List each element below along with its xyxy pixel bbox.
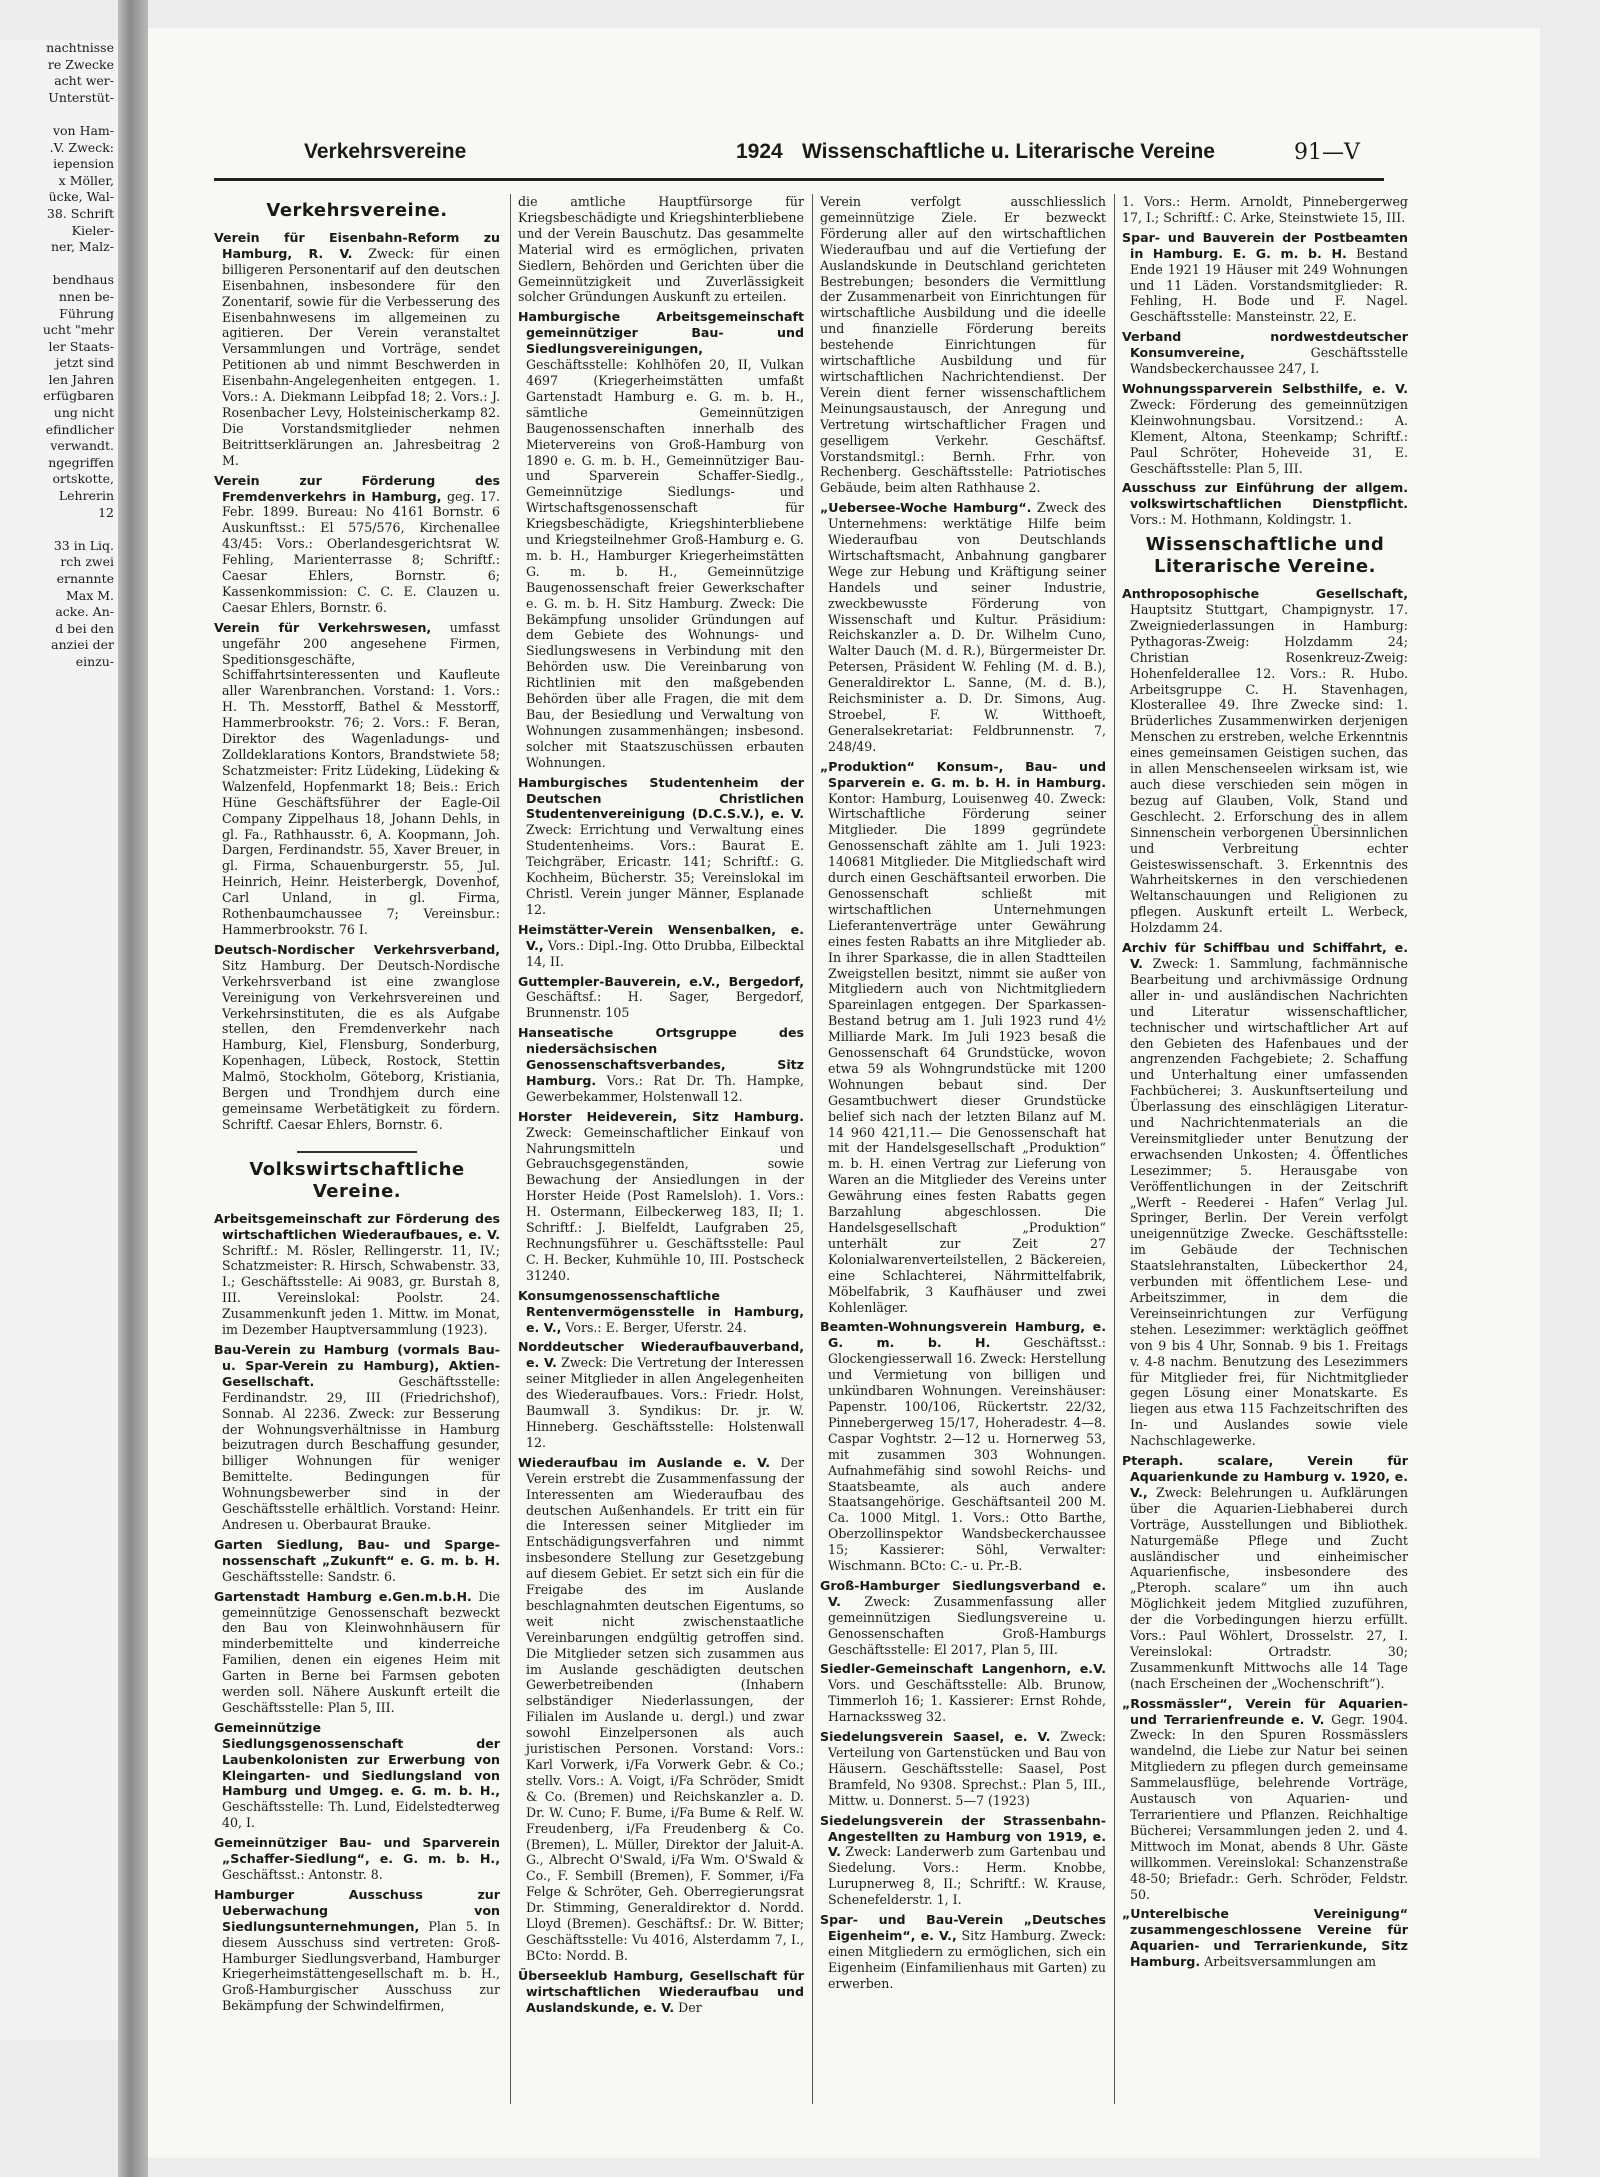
entry-text: Geschäftsst.: Antonstr. 8. (222, 1867, 383, 1882)
entry-text: umfasst ungefähr 200 angesehene Firmen, Speditionsgeschäfte, Schiffahrtsinteressenten und Kaufleute aller Warenbranchen. Vorstand: 1. Vors.: H. Th. Messtorff, Bathel & Messtorff, Hammerbrookstr. 76; 2. Vors.: F. Beran, Direktor des Wagenladungs- und Zolldeklarations Kontors, Brandstwiete 58; Schatzmeister: Fritz Lüdeking, Lüdeking & Walzenfeld, Hopfenmarkt 18; Beis.: Erich Hüne Geschäftsführer der Eagle-Oil Company Zippelhaus 18, Johann Dehls, in gl. Fa., Rathhausstr. 6, A. Koopmann, Joh. Dargen, Ferdinandstr. 55, Xaver Breuer, in gl. Firma, Schauenburgerstr. 55, Jul. Heinrich, Heinr. Heisterbergk, Dovenhof, Carl Unland, in gl. Firma, Rothenbaumchaussee 7; Vereinsbur.: Hammerbrookstr. 76 I. (222, 619, 500, 937)
previous-page-line: acke. An- (55, 604, 114, 620)
directory-entry (820, 759, 1106, 1316)
previous-page-line: d bei den (55, 620, 114, 636)
column-divider (1114, 194, 1115, 2104)
entry-name: Pteraph. scalare, Verein für Aquarienkunde zu Hamburg v. 1920, e. V., (1122, 1453, 1408, 1500)
directory-entry (214, 230, 500, 469)
entry-text: Vors.: Dipl.-Ing. Otto Drubba, Eilbecktal 14, II. (526, 937, 804, 969)
entry-text: Plan 5. In diesem Ausschuss sind vertreten: Groß-Hamburger Siedlungsverband, Hamburger Kriegerheimstättengesellschaft m. b. H., Groß-Hamburgischer Ausschuss zur Bekämpfung der Schwindelfirmen, (222, 1918, 500, 2014)
directory-entry (820, 1319, 1106, 1574)
directory-page (148, 28, 1540, 2158)
directory-entry (1122, 940, 1408, 1449)
entry-text: Geschäftsstelle: Ferdinandstr. 29, III (Friedrichshof), Sonnab. Al 2236. Zweck: zur Besserung der Wohnungsverhältnisse in Hamburg beizutragen durch Beschaffung gesunder, billiger Wohnungen für weniger Bemittelte. Bedingungen für Wohnungsbewerber sind in der Geschäftsstelle erhältlich. Vorstand: Heinr. Andresen u. Oberbaurat Brauke. (222, 1373, 500, 1532)
previous-page-line: acht wer- (54, 73, 114, 89)
entry-name: Siedler-Gemeinschaft Langenhorn, e.V. (820, 1661, 1106, 1677)
entry-name: Konsumgenossenschaftliche Rentenvermögensstelle in Hamburg, e. V., (518, 1287, 804, 1335)
column-divider (812, 194, 813, 2104)
column-4 (1122, 194, 1408, 2124)
directory-entry (214, 1537, 500, 1585)
section-divider (297, 1151, 417, 1153)
entry-text: Geschäftsstelle Wandsbeckerchaussee 247, I. (1130, 345, 1408, 377)
entry-name: Überseeklub Hamburg, Gesellschaft für wirtschaftlichen Wiederaufbau und Auslandskunde, e. V. (518, 1967, 804, 2015)
previous-page-line: iepension (53, 156, 114, 172)
directory-entry (214, 1720, 500, 1831)
previous-page-line: ortskotte, (52, 471, 114, 487)
entry-name: Anthroposophische Gesellschaft, (1122, 586, 1408, 602)
directory-entry (214, 1589, 500, 1716)
entry-text: Der Verein erstrebt die Zusammenfassung der Interessenten am Wiederaufbau des deutschen Außenhandels. Er tritt ein für die Interessen seiner Mitglieder im Entschädigungsverfahren und nimmt insbesondere Stellung zur Gesetzgebung auf diesem Gebiet. Er setzt sich ein für die Freigabe des im Auslande beschlagnahmten deutschen Eigentums, so weit nicht zwischenstaatliche Vereinbarungen endgültig getroffen sind. Die Mitglieder setzen sich zusammen aus im Auslande geschädigten deutschen Gewerbetreibenden (Inhabern selbständiger Niederlassungen, der Filialen im Auslande u. dergl.) und zwar sowohl Einzelpersonen als auch juristischen Personen. Vorstand: Vors.: Karl Vorwerk, i/Fa Vorwerk Gebr. & Co.; stellv. Vors.: A. Voigt, i/Fa Schröder, Smidt & Co. (Bremen) und Reichskanzler a. D. Dr. W. Cuno; F. Bume, i/Fa Bume & Relf. W. Freudenberg, i/Fa Freudenberg & Co. (Bremen), L. Müller, Direktor der Jaluit-A. G., Albrecht O'Swald, i/Fa Wm. O'Swald & Co., F. Sembill (Bremen), F. Sommer, i/Fa Felge & Schröter, Geh. Oberregierungsrat Dr. Stimming, Generaldirektor d. Nordd. Lloyd (Bremen). Geschäftsf.: Dr. W. Bitter; Geschäftsstelle: Vu 4016, Alsterdamm 7, I., BCto: Nordd. B. (526, 1454, 804, 1963)
previous-page-line (0, 256, 118, 273)
previous-page-line: anziei der (51, 637, 114, 653)
entry-name: Norddeutscher Wiederaufbauverband, e. V. (518, 1339, 804, 1371)
directory-entry (518, 1109, 804, 1284)
entry-name: „Produktion“ Konsum-, Bau- und Sparverein e. G. m. b. H. in Hamburg. (820, 758, 1106, 790)
directory-entry (518, 1968, 804, 2016)
entry-text: Zweck des Unternehmens: werktätige Hilfe beim Wiederaufbau von Deutschlands Wirtschaftsmacht, Anbahnung gangbarer Wege zur Hebung und Kräftigung seiner Handels und seiner Industrie, zweckbewusste Förderung von Wissenschaft und Kultur. Präsidium: Reichskanzler a. D. Dr. Wilhelm Cuno, Walter Dauch (M. d. R.), Bürgermeister Dr. Petersen, Präsident W. Fehling (M. d. B.), Generaldirektor L. Sanne, (M. d. B.), Reichsminister a. D. Dr. Simons, Aug. Stroebel, F. W. Witthoeft, Generalsekretariat: Feldbrunnenstr. 7, 248/49. (828, 500, 1106, 754)
previous-page-line: 38. Schrift (46, 205, 114, 221)
entry-name: Beamten-Wohnungsverein Hamburg, e. G. m. b. H. (820, 1319, 1106, 1351)
entry-text: Zweck: Förderung des gemeinnützigen Kleinwohnungsbau. Vorsitzend.: A. Klement, Altona, Steenkamp; Schriftf.: Paul Schröter, Hoheveide 31, E. Geschäftsstelle: Plan 5, III. (1130, 396, 1408, 476)
entry-text: Die gemeinnützige Genossenschaft bezweckt den Bau von Kleinwohnhäusern für minderbemittelte und kinderreiche Familien, denen ein eigenes Heim mit Garten in Berne bei Farmsen geboten werden soll. Nähere Auskunft erteilt die Geschäftsstelle: Plan 5, III. (222, 1588, 500, 1715)
entry-name: Verein für Verkehrswesen, (214, 619, 432, 635)
previous-page-line: Kieler- (71, 222, 114, 238)
directory-entry (1122, 480, 1408, 528)
previous-page-line: Max M. (65, 587, 114, 603)
page-number: 91—V (1294, 140, 1360, 165)
entry-text: Geschäftsstelle: Sandstr. 6. (222, 1568, 397, 1584)
previous-page-line: 12 (98, 504, 114, 520)
entry-name: Archiv für Schiffbau und Schiffahrt, e. V. (1122, 940, 1408, 971)
entry-text: Zweck: Gemeinschaftlicher Einkauf von Nahrungsmitteln und Gebrauchsgegenständen, sowie Bewachung der Ansiedlungen in der Horster Heide (Post Ramelsloh). 1. Vors.: H. Ostermann, Eilbeckerweg 183, II; 1. Schriftf.: J. Bielfeldt, Laufgraben 25, Rechnungsführer u. Geschäftsstelle: Paul C. H. Becker, Kuhmühle 10, III. Postscheck 31240. (526, 1124, 804, 1283)
previous-page-line: nnen be- (58, 288, 114, 304)
entry-text: Zweck: 1. Sammlung, fachmännische Bearbeitung und archivmässige Ordnung aller in- und ausländischen Nachrichten und Literatur wissenschaftlicher, technischer und wirtschaftlicher Art auf den Gebieten des Hafenbaues und der angrenzenden Fachgebiete; 2. Schaffung und Unterhaltung einer umfassenden Fachbücherei; 3. Auskunftserteilung und Überlassung des einschlägigen Literatur- und Nachrichtenmaterials an die Vereinsmitglieder unter Benutzung der erwachsenden Unkosten; 4. Öffentliches Lesezimmer; 5. Herausgabe von Veröffentlichungen in der Zeitschrift „Werft - Reederei - Hafen“ Verlag Jul. Springer, Berlin. Der Verein verfolgt uneigennützige Zwecke. Geschäftsstelle: im Gebäude der Technischen Staatslehranstalten, Lübeckerthor 24, verbunden mit öffentlichem Lese- und Arbeitszimmer, in dem die Vereinseinrichtungen zur Verfügung stehen. Lesezimmer: werktäglich geöffnet von 9 bis 4 Uhr, Sonnab. 9 bis 1. Freitags v. 4-8 nachm. Benutzung des Lesezimmers für Mitglieder frei, für Nichtmitglieder gegen Lösung einer Monatskarte. Es liegen aus etwa 115 Fachzeitschriften des In- und Auslandes sowie viele Nachschlagewerke. (1130, 955, 1408, 1449)
entry-name: Gemeinnützige Siedlungsgenossenschaft der Laubenkolonisten zur Erwerbung von Kleingarten- und Siedlungsland von Hamburg und Umgeg. e. G. m. b. H., (214, 1719, 500, 1799)
previous-page-line: von Ham- (52, 122, 114, 138)
header-left: Verkehrsvereine (304, 140, 467, 163)
previous-page-line: ler Staats- (48, 338, 114, 354)
entry-text: Zweck: Errichtung und Verwaltung eines Studentenheims. Vors.: Baurat E. Teichgräber, Ericastr. 141; Schriftf.: G. Kochheim, Bücherstr. 35; Vereinslokal im Christl. Verein junger Männer, Esplanade 12. (526, 822, 804, 917)
entry-name: Horster Heideverein, Sitz Hamburg. (518, 1108, 804, 1124)
column-1 (214, 194, 500, 2124)
previous-page-line: jetzt sind (55, 355, 114, 371)
entry-name: Siedelungsverein der Strassenbahn-Angestellten zu Hamburg von 1919, e. V. (820, 1812, 1106, 1860)
entry-text: Sitz Hamburg. Der Deutsch-Nordische Verkehrsverband ist eine zwanglose Vereinigung von Verkehrsvereinen und Verkehrsinstituten, die es als Aufgabe stellen, den Fremdenverkehr nach Hamburg, Kiel, Flensburg, Sonderburg, Kopenhagen, Lübeck, Rostock, Stettin Malmö, Stockholm, Göteborg, Kristiania, Bergen und Trondhjem durch eine gemeinsame Werbetätigkeit zu fördern. Schriftf. Caesar Ehlers, Bornstr. 6. (222, 957, 500, 1132)
entry-text: Vors.: M. Hothmann, Koldingstr. 1. (1130, 512, 1352, 528)
entry-name: Ausschuss zur Einführung der allgem. volkswirtschaftlichen Dienstpflicht. (1122, 480, 1408, 512)
entry-name: Heimstätter-Verein Wensenbalken, e. V., (518, 921, 804, 953)
entry-text: Kontor: Hamburg, Louisenweg 40. Zweck: Wirtschaftliche Förderung seiner Mitglieder. Die 1899 gegründete Genossenschaft zählte am 1. Juli 1923: 140681 Mitglieder. Die Mitgliedschaft wird durch einen Geschäftsanteil erworben. Die Genossenschaft schließt mit wirtschaftlichen Unternehmungen Lieferantenverträge unter Gewährung eines festen Rabatts an ihre Mitglieder ab. In ihrer Sparkasse, die in allen Stadtteilen Zweigstellen besitzt, nimmt sie außer von Mitgliedern auch von Nichtmitgliedern Spareinlagen entgegen. Der Sparkassen-Bestand betrug am 1. Juli 1923 rund 4½ Milliarde Mark. Im Juli 1923 besaß die Genossenschaft 64 Grundstücke, wovon etwa 59 als Wohngrundstücke mit 1200 Wohnungen bebaut sind. Der Gesamtbuchwert dieser Grundstücke belief sich nach der letzten Bilanz auf M. 14 960 421,11.— Die Genossenschaft hat mit der Handelsgesellschaft „Produktion“ m. b. H. einen Vertrag zur Lieferung von Waren an die Mitglieder des Vereins unter Gewährung eines festen Rabatts gegen Barzahlung abgeschlossen. Die Handelsgesellschaft „Produktion“ unterhält zur Zeit 27 Kolonialwarenverteilstellen, 2 Bäckereien, eine Schlachterei, Nährmittelfabrik, Möbelfabrik, 3 Kaufhäuser und zwei Kohlenläger. (828, 790, 1106, 1315)
previous-page-line: Unterstüt- (48, 89, 114, 105)
entry-name: „Uebersee-Woche Hamburg“. (820, 500, 1032, 516)
previous-page-fragment (0, 40, 118, 2040)
entry-name: Arbeitsgemeinschaft zur Förderung des wirtschaftlichen Wiederaufbaues, e. V. (214, 1210, 500, 1242)
directory-entry (214, 1835, 500, 1883)
directory-entry (1122, 1453, 1408, 1692)
entry-continuation: 1. Vors.: Herm. Arnoldt, Pinnebergerweg 17, I.; Schriftf.: C. Arke, Steinstwiete 15, III. (1122, 194, 1408, 225)
entry-text: Vors.: E. Berger, Uferstr. 24. (565, 1319, 747, 1335)
entry-name: Garten Siedlung, Bau- und Sparge-nossenschaft „Zukunft“ e. G. m. b. H. (214, 1536, 500, 1568)
section-heading: Volkswirtschaftliche Vereine. (249, 1158, 465, 1202)
entry-text: Der (678, 1999, 702, 2015)
previous-page-line: x Möller, (58, 172, 114, 188)
column-divider (510, 194, 511, 2104)
previous-page-line: efindlicher (45, 421, 114, 437)
entry-name: Guttempler-Bauverein, e.V., Bergedorf, (518, 973, 804, 989)
entry-text: geg. 17. Febr. 1899. Bureau: No 4161 Bornstr. 6 Auskunftsst.: El 575/576, Kirchenallee 43/45: Vors.: Oberlandesgerichtsrat W. Fehling, Marienterrasse 8; Schriftf.: Caesar Ehlers, Bornstr. 6; Kassenkommission: C. C. E. Clauzen u. Caesar Ehlers, Bornstr. 6. (222, 488, 500, 615)
entry-text: Schriftf.: M. Rösler, Rellingerstr. 11, IV.; Schatzmeister: R. Hirsch, Schwabenstr. 33, I.; Geschäftsstelle: Ai 9083, gr. Burstah 8, III. Vereinslokal: Poolstr. 24. Zusammenkunft jeden 1. Mittw. im Monat, im Dezember Hauptversammlung (1923). (222, 1242, 500, 1338)
entry-name: Hamburgisches Studentenheim der Deutschen Christlichen Studentenvereinigung (D.C.S.V.), e. V. (518, 774, 804, 822)
entry-text: Geschäftsstelle: Kohlhöfen 20, II, Vulkan 4697 (Kriegerheimstätten umfaßt Gartenstadt Hamburg e. G. m. b. H., sämtliche Gemeinnützigen Baugenossenschaften innerhalb des Mietervereins von Groß-Hamburg von 1890 e. G. m. b. H., Gemeinnütziger Bau- und Sparverein Schaffer-Siedlg., Gemeinnützige Siedlungs- und Wirtschaftsgenossenschaft für Kriegsbeschädigte, Kriegshinterbliebene und Kriegsteilnehmer Groß-Hamburg e. G. m. b. H., Hamburger Kriegerheimstätten G. m. b. H., Gemeinnützige Baugenossenschaft freier Gewerkschafter e. G. m. b. H. Sitz Hamburg. Zweck: Die Bekämpfung unsolider Gründungen auf dem Gebiete des Wohnungs- und Siedlungswesens in Verbindung mit den Behörden usw. Die Vereinbarung von Richtlinien mit den maßgebenden Behörden über alle Fragen, die mit dem Bau, der Besiedlung und Verwaltung von Wohnungen zusammenhängen; insbesond. solcher mit Staatszuschüssen erbauten Wohnungen. (526, 357, 804, 770)
entry-name: Hanseatische Ortsgruppe des niedersächsischen Genossenschaftsverbandes, Sitz Hamburg. (518, 1025, 804, 1088)
previous-page-line: ernannte (56, 571, 114, 586)
previous-page-line: Lehrerin (58, 488, 114, 504)
entry-name: Deutsch-Nordischer Verkehrsverband, (214, 941, 500, 957)
entry-name: Spar- und Bauverein der Postbeamten in Hamburg. E. G. m. b. H. (1122, 229, 1408, 261)
column-3 (820, 194, 1106, 2124)
previous-page-line: erfügbaren (43, 388, 114, 404)
previous-page-line: verwandt. (50, 438, 114, 454)
entry-text: Zweck: Die Vertretung der Interessen seiner Mitglieder in allen Angelegenheiten des Wiederaufbaues. Vors.: Friedr. Holst, Baumwall 3. Syndikus: Dr. jr. W. Hinneberg. Geschäftsstelle: Holstenwall 12. (526, 1355, 804, 1450)
directory-entry (518, 1455, 804, 1964)
entry-text: Zweck: Verteilung von Gartenstücken und Bau von Häusern. Geschäftsstelle: Saasel, Post Bramfeld, No 9308. Sprechst.: Plan 5, III., Mittw. u. Donnerst. 5—7 (1923) (828, 1729, 1106, 1808)
previous-page-line (0, 521, 118, 538)
previous-page-line: ngegriffen (48, 454, 114, 470)
directory-entry (214, 1887, 500, 2014)
entry-name: Gartenstadt Hamburg e.Gen.m.b.H. (214, 1588, 472, 1604)
directory-entry (820, 1912, 1106, 1992)
entry-text: Bestand Ende 1921 19 Häuser mit 249 Wohnungen und 11 Läden. Vorstandsmitglieder: R. Fehling, H. Bode und F. Nagel. Geschäftsstelle: Mansteinstr. 22, E. (1130, 245, 1408, 325)
entry-continuation: die amtliche Hauptfürsorge für Kriegsbeschädigte und Kriegshinterbliebene und der Verein Bauschutz. Das gesammelte Material wird es ermöglichen, privaten Siedlern, Behörden und Gerichten über die Gemeinnützigkeit und Zuverlässigkeit solcher Gründungen Auskunft zu erteilen. (518, 194, 804, 305)
entry-text: Zweck: Landerwerb zum Gartenbau und Siedelung. Vors.: Herm. Knobbe, Lurupnerweg 8, II.; Schriftf.: W. Krause, Schenefelderstr. 1, I. (828, 1844, 1106, 1908)
entry-name: Siedelungsverein Saasel, e. V. (820, 1729, 1051, 1745)
previous-page-line (0, 106, 118, 123)
header-year: 1924 (736, 140, 783, 163)
section-heading: Verkehrsvereine. (266, 200, 448, 221)
entry-name: Bau-Verein zu Hamburg (vormals Bau- u. Spar-Verein zu Hamburg), Aktien-Gesellschaft. (214, 1342, 500, 1389)
directory-entry (820, 1813, 1106, 1908)
previous-page-line: len Jahren (48, 371, 114, 387)
entry-text: Geschäftsf.: H. Sager, Bergedorf, Brunnenstr. 105 (526, 989, 804, 1021)
directory-entry (518, 1339, 804, 1450)
entry-name: Hamburger Ausschuss zur Ueberwachung von Siedlungsunternehmungen, (214, 1886, 500, 1934)
directory-entry (1122, 586, 1408, 936)
previous-page-line: .V. Zweck: (49, 139, 114, 155)
entry-name: Verband nordwestdeutscher Konsumvereine, (1122, 329, 1408, 361)
directory-entry (518, 1288, 804, 1336)
entry-text: Geschäftsstelle: Th. Lund, Eidelstedterweg 40, I. (222, 1799, 500, 1831)
entry-text: Geschäftsst.: Glockengiesserwall 16. Zweck: Herstellung und Vermietung von billigen und unkündbaren Wohnungen. Vereinshäuser: Papenstr. 100/106, Rückertstr. 22/32, Pinnebergerweg 15/17, Hoheradestr. 4—8. Caspar Voghtstr. 2—12 u. Hornerweg 53, mit zusammen 303 Wohnungen. Aufnahmefähig sind sowohl Reichs- und Staatsbeamte, als auch andere Staatsangehörige. Geschäftsanteil 200 M. Ca. 1000 Mitgl. 1. Vors.: Otto Barthe, Oberzollinspektor Wandsbeckerchaussee 15; Kassierer: Söhl, Verwalter: Wischmann. BCto: C.- u. Pr.-B. (828, 1335, 1106, 1574)
entry-name: Gemeinnütziger Bau- und Sparverein „Schaffer-Siedlung“, e. G. m. b. H., (214, 1835, 500, 1867)
directory-entry (518, 1025, 804, 1105)
previous-page-line: nachtnisse (46, 40, 114, 55)
section-heading: Wissenschaftliche und Literarische Vereine. (1145, 534, 1385, 578)
directory-entry (214, 1342, 500, 1533)
directory-entry (518, 309, 804, 770)
entry-name: Groß-Hamburger Siedlungsverband e. V. (820, 1577, 1106, 1609)
entry-text: Gegr. 1904. Zweck: In den Spuren Rossmässlers wandelnd, die Liebe zur Natur bei seinen Mitgliedern zu pflegen durch gemeinsame Sammelausflüge, belehrende Vorträge, Austausch von Aquarien- und Terrarientiere und Pflanzen. Reichhaltige Bücherei; Versammlungen jeden 2. und 4. Mittwoch im Monat, abends 8 Uhr. Gäste willkommen. Vereinslokal: Schanzenstraße 48-50; Briefadr.: Gerh. Schröder, Feldstr. 50. (1130, 1711, 1408, 1902)
entry-text: Zweck: Zusammenfassung aller gemeinnützigen Siedlungsvereine u. Genossenschaften Groß-Hamburgs Geschäftsstelle: El 2017, Plan 5, III. (828, 1593, 1106, 1657)
previous-page-line: Führung (59, 305, 114, 321)
entry-text: Arbeitsversammlungen am (1204, 1954, 1377, 1970)
directory-entry (820, 1729, 1106, 1809)
previous-page-line: re Zwecke (47, 56, 114, 72)
previous-page-line: bendhaus (52, 272, 114, 288)
directory-entry (518, 775, 804, 918)
entry-name: Wohnungssparverein Selbsthilfe, e. V. (1122, 380, 1408, 396)
previous-page-line: ner, Malz- (50, 239, 114, 255)
directory-entry (1122, 1906, 1408, 1970)
directory-entry (214, 473, 500, 616)
entry-text: Vors.: Rat Dr. Th. Hampke, Gewerbekammer, Holstenwall 12. (526, 1072, 804, 1104)
running-header (214, 140, 1384, 180)
directory-entry (214, 1211, 500, 1338)
entry-name: Verein für Eisenbahn-Reform zu Hamburg, R. V. (214, 230, 500, 261)
directory-entry (1122, 1696, 1408, 1903)
entry-name: Spar- und Bau-Verein „Deutsches Eigenheim“, e. V., (820, 1912, 1106, 1943)
previous-page-line: 33 in Liq. (53, 537, 114, 553)
directory-entry (1122, 230, 1408, 325)
previous-page-line: rch zwei (60, 554, 114, 570)
entry-text: Hauptsitz Stuttgart, Champignystr. 17. Zweigniederlassungen in Hamburg: Pythagoras-Zweig: Holzdamm 24; Christian Rosenkreuz-Zweig: Hohenfelderallee 12. Vors.: R. Hubo. Arbeitsgruppe C. H. Stavenhagen, Klosterallee 49. Ihre Zwecke sind: 1. Brüderliches Zusammenwirken derjenigen Menschen zu erstreben, welche Erkenntnis eines gemeinsamen Geistigen suchen, das in allen Menschenseelen wirksam ist, wie auch diese verschieden sein mögen in bezug auf Glauben, Volk, Stand und Geschlecht. 2. Erforschung des in allem Sinnenschein verborgenen Übersinnlichen und Verbreitung echter Geisteswissenschaft. 3. Erkenntnis des Wahrheitskernes in den verschiedenen Weltanschauungen und Religionen zu pflegen. Auskunft erteilt L. Werbeck, Holzdamm 24. (1130, 602, 1408, 936)
column-2 (518, 194, 804, 2124)
entry-text: Zweck: für einen billigeren Personentarif auf den deutschen Eisenbahnen, insbesondere für den Zonentarif, sowie für die Verbesserung des Eisenbahnwesens im allgemeinen zu agitieren. Der Verein veranstaltet Versammlungen und Vorträge, sendet Petitionen ab und nimmt Beschwerden in Eisenbahn-Angelegenheiten entgegen. 1. Vors.: A. Diekmann Leibpfad 18; 2. Vors.: J. Rosenbacher Levy, Holsteinischerkamp 82. Die Vorstandsmitglieder nehmen Beitrittserklärungen an. Jahresbeitrag 2 M. (222, 245, 500, 468)
directory-entry (214, 942, 500, 1133)
header-rule (214, 178, 1384, 181)
directory-entry (518, 922, 804, 970)
previous-page-line: einzu- (75, 653, 114, 669)
entry-name: „Rossmässler“, Verein für Aquarien- und Terrarienfreunde e. V. (1122, 1695, 1408, 1727)
directory-entry (1122, 381, 1408, 476)
previous-page-line: ucht "mehr (42, 322, 114, 338)
directory-entry (820, 1661, 1106, 1725)
directory-entry (820, 500, 1106, 755)
directory-entry (214, 620, 500, 938)
directory-entry (1122, 329, 1408, 377)
previous-page-line: ung nicht (53, 405, 114, 421)
entry-continuation: Verein verfolgt ausschliesslich gemeinnützige Ziele. Er bezweckt Förderung aller auf den wirtschaftlichen Wiederaufbau und auf die Vertiefung der Auslandskunde in Deutschland gerichteten Bestrebungen; besonders die Vermittlung der Zusammenarbeit von Einrichtungen für wirtschaftliche Ausbildung und die ideelle und finanzielle Förderung bereits bestehende Einrichtungen für wirtschaftliche Ausbildung und für wirtschaftlichen Nachrichtendienst. Der Verein dient ferner wissenschaftlichem Meinungsaustausch, der Anregung und Vertretung wirtschaftlicher Fragen und geselligem Verkehr. Geschäftsf. Vorstandsmitgl.: Bernh. Frhr. von Rechenberg. Geschäftsstelle: Patriotisches Gebäude, beim alten Rathhause 2. (820, 194, 1106, 496)
entry-name: Hamburgische Arbeitsgemeinschaft gemeinnütziger Bau- und Siedlungsvereinigungen, (518, 309, 804, 357)
previous-page-line: ücke, Wal- (48, 189, 114, 205)
entry-name: „Unterelbische Vereinigung“ zusammengeschlossene Vereine für Aquarien- und Terrarienkunde, Sitz Hamburg. (1122, 1906, 1408, 1970)
entry-name: Wiederaufbau im Auslande e. V. (518, 1454, 771, 1470)
header-center: Wissenschaftliche u. Literarische Vereine (802, 140, 1215, 163)
directory-entry (518, 974, 804, 1022)
entry-text: Sitz Hamburg. Zweck: einen Mitgliedern zu ermöglichen, sich ein Eigenheim (Einfamilienhaus mit Garten) zu erwerben. (828, 1927, 1106, 1991)
entry-text: Zweck: Belehrungen u. Aufklärungen über die Aquarien-Liebhaberei durch Vorträge, Ausstellungen und Bibliothek. Naturgemäße Pflege und Zucht ausländischer und einheimischer Aquarienfische, insbesondere des „Pteroph. scalare“ um ihn auch Möglichkeit jedem Mitglied zuzuführen, der die Vorbedingungen hierzu erfüllt. Vors.: Paul Wöhlert, Drosselstr. 27, I. Vereinslokal: Ortradstr. 30; Zusammenkunft Mittwochs alle 14 Tage (nach Erscheinen der „Wochenschrift“). (1130, 1484, 1408, 1691)
entry-text: Vors. und Geschäftsstelle: Alb. Brunow, Timmerloh 16; 1. Kassierer: Ernst Rohde, Harnackssweg 32. (828, 1677, 1106, 1725)
directory-entry (820, 1578, 1106, 1658)
book-spine (118, 0, 148, 2177)
entry-name: Verein zur Förderung des Fremdenverkehrs in Hamburg, (214, 472, 500, 504)
